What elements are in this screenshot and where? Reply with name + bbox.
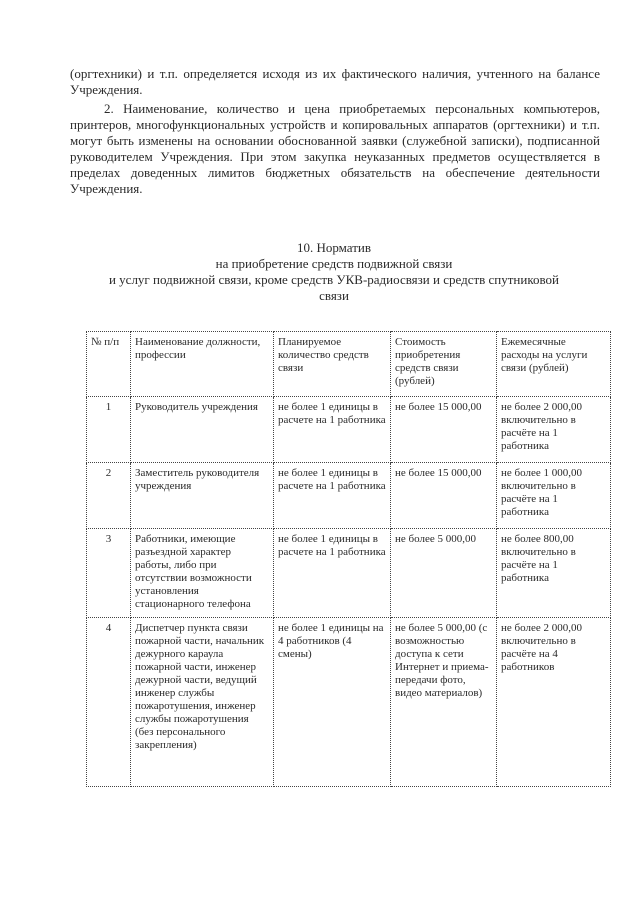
row-position: Работники, имеющие разъездной характер работы, либо при отсутствии возможности установления стационарного телефона bbox=[131, 529, 274, 618]
row-cost: не более 5 000,00 (с возможностью доступа к сети Интернет и приема-передачи фото, видео материалов) bbox=[391, 618, 497, 787]
intro-paragraph-2: 2. Наименование, количество и цена приобретаемых персональных компьютеров, принтеров, многофункциональных устройств и копировальных аппаратов (оргтехники) и т.п. могут быть изменены на основании обоснованной заявки (служебной записки), подписанной руководителем Учреждения. При этом закупка неуказанных предметов осуществляется в пределах доведенных лимитов бюджетных обязательств на обеспечение деятельности Учреждения. bbox=[70, 101, 600, 196]
section-number-heading: 10. Норматив bbox=[296, 240, 372, 255]
row-quantity: не более 1 единицы в расчете на 1 работника bbox=[274, 463, 391, 529]
row-monthly: не более 800,00 включительно в расчёте на 1 работника bbox=[497, 529, 611, 618]
row-quantity: не более 1 единицы в расчете на 1 работника bbox=[274, 529, 391, 618]
section-title bbox=[60, 240, 608, 304]
row-number: 2 bbox=[87, 463, 131, 529]
intro-paragraph-1: (оргтехники) и т.п. определяется исходя из их фактического наличия, учтенного на балансе Учреждения. bbox=[70, 66, 600, 97]
row-cost: не более 15 000,00 bbox=[391, 397, 497, 463]
row-number: 4 bbox=[87, 618, 131, 787]
table-row bbox=[87, 618, 611, 787]
table-header-row bbox=[87, 332, 611, 397]
norm-table bbox=[86, 331, 611, 787]
row-cost: не более 15 000,00 bbox=[391, 463, 497, 529]
header-position: Наименование должности, профессии bbox=[131, 332, 274, 397]
row-position: Заместитель руководителя учреждения bbox=[131, 463, 274, 529]
section-heading-line-3: и услуг подвижной связи, кроме средств УКВ-радиосвязи и средств спутниковой bbox=[108, 272, 560, 287]
table-row bbox=[87, 397, 611, 463]
header-quantity: Планируемое количество средств связи bbox=[274, 332, 391, 397]
table-row bbox=[87, 529, 611, 618]
table-row bbox=[87, 463, 611, 529]
section-heading-line-2: на приобретение средств подвижной связи bbox=[215, 256, 453, 271]
row-monthly: не более 2 000,00 включительно в расчёте на 1 работника bbox=[497, 397, 611, 463]
row-quantity: не более 1 единицы в расчете на 1 работника bbox=[274, 397, 391, 463]
row-position: Диспетчер пункта связи пожарной части, начальник дежурного караула пожарной части, инженер дежурной части, ведущий инженер службы пожаротушения, инженер службы пожаротушения (без персонального закрепления) bbox=[131, 618, 274, 787]
row-quantity: не более 1 единицы на 4 работников (4 смены) bbox=[274, 618, 391, 787]
row-cost: не более 5 000,00 bbox=[391, 529, 497, 618]
header-number: № п/п bbox=[87, 332, 131, 397]
row-number: 3 bbox=[87, 529, 131, 618]
header-cost: Стоимость приобретения средств связи (рублей) bbox=[391, 332, 497, 397]
row-monthly: не более 1 000,00 включительно в расчёте на 1 работника bbox=[497, 463, 611, 529]
row-monthly: не более 2 000,00 включительно в расчёте на 4 работников bbox=[497, 618, 611, 787]
header-monthly: Ежемесячные расходы на услуги связи (рублей) bbox=[497, 332, 611, 397]
section-heading-line-4: связи bbox=[319, 288, 349, 303]
row-position: Руководитель учреждения bbox=[131, 397, 274, 463]
row-number: 1 bbox=[87, 397, 131, 463]
